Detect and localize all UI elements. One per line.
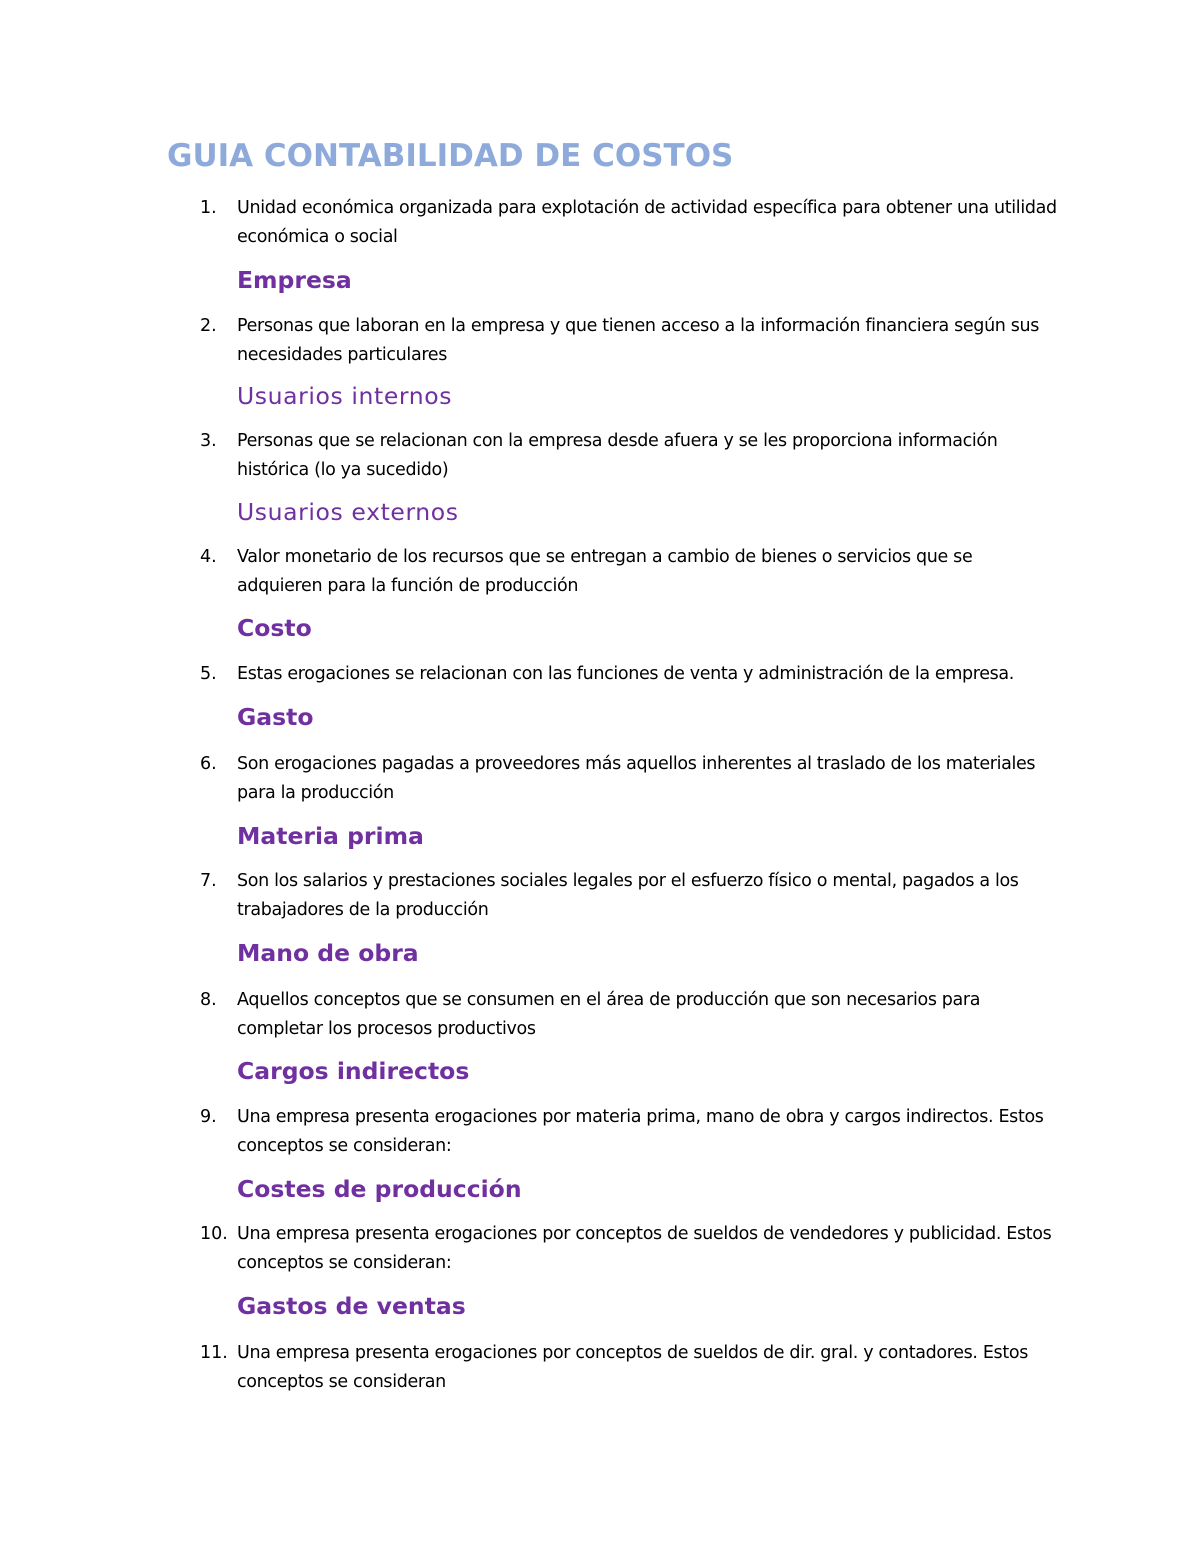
- item-number: 2.: [200, 316, 217, 336]
- item-question: Personas que se relacionan con la empresa desde afuera y se les proporciona información histórica (lo ya sucedido): [237, 431, 998, 480]
- item-answer: Cargos indirectos: [237, 1057, 470, 1085]
- item-number: 3.: [200, 431, 217, 451]
- document-title: GUIA CONTABILIDAD DE COSTOS: [167, 138, 734, 174]
- item-number: 7.: [200, 871, 217, 891]
- item-number: 11.: [200, 1343, 228, 1363]
- item-question: Una empresa presenta erogaciones por materia prima, mano de obra y cargos indirectos. Estos conceptos se consideran:: [237, 1107, 1044, 1156]
- item-answer: Gasto: [237, 703, 314, 731]
- item-question: Personas que laboran en la empresa y que tienen acceso a la información financiera según sus necesidades particulares: [237, 316, 1040, 365]
- item-number: 5.: [200, 664, 217, 684]
- item-answer: Gastos de ventas: [237, 1292, 466, 1320]
- item-number: 10.: [200, 1224, 228, 1244]
- item-number: 9.: [200, 1107, 217, 1127]
- item-answer: Costo: [237, 614, 312, 642]
- item-answer: Usuarios internos: [237, 382, 453, 410]
- item-question: Una empresa presenta erogaciones por conceptos de sueldos de dir. gral. y contadores. Estos conceptos se consideran: [237, 1343, 1028, 1392]
- item-question: Aquellos conceptos que se consumen en el área de producción que son necesarios para completar los procesos productivos: [237, 990, 981, 1039]
- item-answer: Mano de obra: [237, 939, 419, 967]
- item-answer: Empresa: [237, 266, 352, 294]
- item-answer: Costes de producción: [237, 1175, 522, 1203]
- item-question: Son los salarios y prestaciones sociales legales por el esfuerzo físico o mental, pagados a los trabajadores de la producción: [237, 871, 1019, 920]
- item-number: 1.: [200, 198, 217, 218]
- item-question: Una empresa presenta erogaciones por conceptos de sueldos de vendedores y publicidad. Estos conceptos se consideran:: [237, 1224, 1052, 1273]
- item-question: Unidad económica organizada para explotación de actividad específica para obtener una utilidad económica o social: [237, 198, 1057, 247]
- item-number: 4.: [200, 547, 217, 567]
- item-question: Estas erogaciones se relacionan con las funciones de venta y administración de la empresa.: [237, 664, 1015, 684]
- item-question: Son erogaciones pagadas a proveedores más aquellos inherentes al traslado de los materiales para la producción: [237, 754, 1036, 803]
- item-answer: Materia prima: [237, 822, 424, 850]
- item-number: 6.: [200, 754, 217, 774]
- item-number: 8.: [200, 990, 217, 1010]
- item-answer: Usuarios externos: [237, 498, 459, 526]
- item-question: Valor monetario de los recursos que se entregan a cambio de bienes o servicios que se adquieren para la función de producción: [237, 547, 973, 596]
